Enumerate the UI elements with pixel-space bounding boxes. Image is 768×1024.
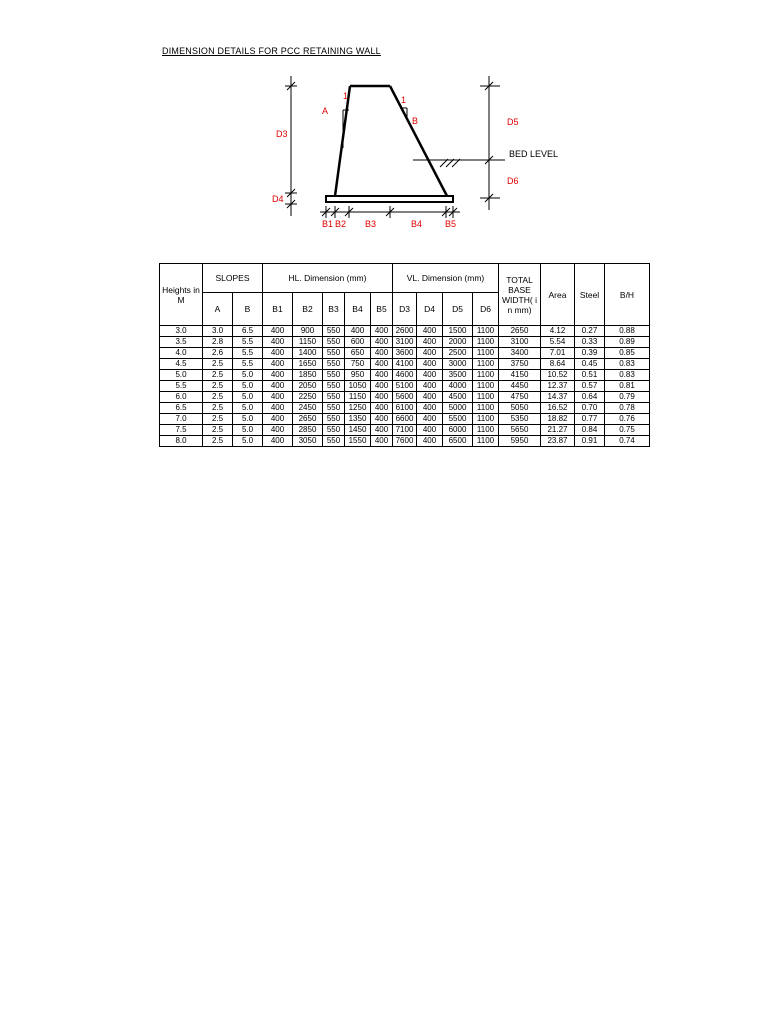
- table-cell: 2.5: [203, 425, 233, 436]
- table-cell: 400: [417, 337, 443, 348]
- table-row: [160, 425, 650, 436]
- table-cell: 1100: [473, 436, 499, 447]
- table-cell: 16.52: [541, 403, 575, 414]
- table-cell: 550: [323, 337, 345, 348]
- subheader-d3: D3: [393, 293, 417, 326]
- table-cell: 5.0: [233, 425, 263, 436]
- table-cell: 4000: [443, 381, 473, 392]
- table-cell: 400: [417, 370, 443, 381]
- table-cell: 1150: [345, 392, 371, 403]
- table-cell: 1650: [293, 359, 323, 370]
- table-cell: 550: [323, 381, 345, 392]
- table-cell: 400: [263, 392, 293, 403]
- table-cell: 400: [417, 359, 443, 370]
- table-cell: 400: [263, 414, 293, 425]
- table-cell: 2600: [393, 326, 417, 337]
- table-cell: 0.88: [605, 326, 650, 337]
- table-cell: 0.57: [575, 381, 605, 392]
- subheader-b5: B5: [371, 293, 393, 326]
- table-cell: 400: [417, 403, 443, 414]
- table-cell: 1400: [293, 348, 323, 359]
- table-cell: 400: [417, 392, 443, 403]
- table-cell: 2650: [293, 414, 323, 425]
- table-row: [160, 326, 650, 337]
- table-cell: 1100: [473, 370, 499, 381]
- table-cell: 1100: [473, 359, 499, 370]
- table-cell: 6100: [393, 403, 417, 414]
- table-cell: 5.5: [233, 337, 263, 348]
- table-cell: 400: [417, 348, 443, 359]
- subheader-d5: D5: [443, 293, 473, 326]
- header-total-base-width: TOTAL BASE WIDTH( i n mm): [499, 264, 541, 326]
- header-hl-dimension: HL. Dimension (mm): [263, 264, 393, 293]
- table-cell: 2450: [293, 403, 323, 414]
- subheader-b3: B3: [323, 293, 345, 326]
- table-cell: 400: [263, 381, 293, 392]
- table-cell: 400: [371, 381, 393, 392]
- table-cell: 2500: [443, 348, 473, 359]
- table-cell: 400: [371, 337, 393, 348]
- table-row: [160, 436, 650, 447]
- table-cell: 7.01: [541, 348, 575, 359]
- table-cell: 5600: [393, 392, 417, 403]
- table-cell: 10.52: [541, 370, 575, 381]
- label-b2: B2: [335, 219, 347, 229]
- table-cell: 5000: [443, 403, 473, 414]
- label-b3: B3: [365, 219, 377, 229]
- table-cell: 400: [371, 414, 393, 425]
- table-cell: 5950: [499, 436, 541, 447]
- subheader-a: A: [203, 293, 233, 326]
- table-row: [160, 392, 650, 403]
- table-cell: 400: [417, 381, 443, 392]
- table-cell: 400: [417, 414, 443, 425]
- table-cell: 400: [371, 403, 393, 414]
- table-cell: 400: [263, 337, 293, 348]
- table-cell: 400: [417, 436, 443, 447]
- header-steel: Steel: [575, 264, 605, 326]
- table-cell: 400: [263, 425, 293, 436]
- table-cell: 0.79: [605, 392, 650, 403]
- table-cell: 3600: [393, 348, 417, 359]
- table-cell: 0.74: [605, 436, 650, 447]
- table-cell: 3500: [443, 370, 473, 381]
- table-cell: 400: [371, 370, 393, 381]
- table-cell: 1550: [345, 436, 371, 447]
- table-cell: 3750: [499, 359, 541, 370]
- table-cell: 400: [417, 326, 443, 337]
- table-cell: 5.54: [541, 337, 575, 348]
- table-cell: 1100: [473, 348, 499, 359]
- subheader-d4: D4: [417, 293, 443, 326]
- table-cell: 2.8: [203, 337, 233, 348]
- table-row: [160, 403, 650, 414]
- table-cell: 900: [293, 326, 323, 337]
- table-cell: 1100: [473, 326, 499, 337]
- table-row: [160, 337, 650, 348]
- table-cell: 2.5: [203, 381, 233, 392]
- table-cell: 550: [323, 414, 345, 425]
- header-vl-dimension: VL. Dimension (mm): [393, 264, 499, 293]
- table-row: [160, 381, 650, 392]
- table-cell: 0.76: [605, 414, 650, 425]
- table-cell: 550: [323, 370, 345, 381]
- table-cell: 0.75: [605, 425, 650, 436]
- label-d6: D6: [507, 176, 519, 186]
- table-cell: 5.0: [233, 370, 263, 381]
- table-cell: 0.84: [575, 425, 605, 436]
- table-cell: 400: [371, 359, 393, 370]
- table-cell: 5350: [499, 414, 541, 425]
- left-dimension-line: [285, 76, 297, 216]
- label-b5: B5: [445, 219, 457, 229]
- table-cell: 400: [263, 359, 293, 370]
- table-row: [160, 414, 650, 425]
- subheader-b1: B1: [263, 293, 293, 326]
- label-b: B: [412, 116, 419, 126]
- table-cell: 400: [371, 436, 393, 447]
- table-cell: 1250: [345, 403, 371, 414]
- right-dimension-line: [480, 76, 500, 210]
- header-bh: B/H: [605, 264, 650, 326]
- base-dimension-line: [320, 206, 460, 218]
- table-cell: 1100: [473, 403, 499, 414]
- table-cell: 5100: [393, 381, 417, 392]
- table-cell: 0.51: [575, 370, 605, 381]
- table-cell: 1100: [473, 425, 499, 436]
- table-cell: 6600: [393, 414, 417, 425]
- table-row: [160, 359, 650, 370]
- table-cell: 5.0: [233, 436, 263, 447]
- table-cell: 1100: [473, 392, 499, 403]
- table-cell: 1450: [345, 425, 371, 436]
- table-cell: 3.0: [160, 326, 203, 337]
- table-body: [160, 326, 650, 447]
- table-cell: 5.5: [233, 348, 263, 359]
- table-cell: 2250: [293, 392, 323, 403]
- table-cell: 5.0: [160, 370, 203, 381]
- table-cell: 0.33: [575, 337, 605, 348]
- table-cell: 7.0: [160, 414, 203, 425]
- table-cell: 950: [345, 370, 371, 381]
- table-cell: 1150: [293, 337, 323, 348]
- table-cell: 550: [323, 392, 345, 403]
- table-cell: 0.91: [575, 436, 605, 447]
- table-cell: 4500: [443, 392, 473, 403]
- table-cell: 400: [263, 370, 293, 381]
- label-b1: B1: [322, 219, 334, 229]
- table-row: [160, 370, 650, 381]
- table-cell: 6500: [443, 436, 473, 447]
- table-cell: 0.70: [575, 403, 605, 414]
- table-cell: 2.5: [203, 370, 233, 381]
- label-slope-left: 1: [343, 91, 349, 101]
- table-cell: 8.0: [160, 436, 203, 447]
- table-cell: 6.5: [160, 403, 203, 414]
- subheader-d6: D6: [473, 293, 499, 326]
- table-cell: 3400: [499, 348, 541, 359]
- table-cell: 0.78: [605, 403, 650, 414]
- table-cell: 3.5: [160, 337, 203, 348]
- subheader-b2: B2: [293, 293, 323, 326]
- table-cell: 0.85: [605, 348, 650, 359]
- table-cell: 2050: [293, 381, 323, 392]
- table-cell: 2.5: [203, 436, 233, 447]
- table-cell: 750: [345, 359, 371, 370]
- table-cell: 2.5: [203, 392, 233, 403]
- dimension-table: [159, 263, 650, 447]
- table-cell: 2650: [499, 326, 541, 337]
- table-cell: 5.0: [233, 403, 263, 414]
- table-cell: 3.0: [203, 326, 233, 337]
- table-cell: 0.83: [605, 359, 650, 370]
- table-cell: 5.0: [233, 414, 263, 425]
- subheader-b: B: [233, 293, 263, 326]
- header-slopes: SLOPES: [203, 264, 263, 293]
- table-cell: 4150: [499, 370, 541, 381]
- table-cell: 23.87: [541, 436, 575, 447]
- table-cell: 2.5: [203, 403, 233, 414]
- table-cell: 550: [323, 326, 345, 337]
- table-cell: 5.5: [233, 359, 263, 370]
- table-cell: 3050: [293, 436, 323, 447]
- table-cell: 400: [371, 425, 393, 436]
- retaining-wall-diagram: [260, 70, 559, 235]
- table-cell: 400: [263, 326, 293, 337]
- header-heights: Heights in M: [160, 264, 203, 326]
- label-d3: D3: [276, 129, 288, 139]
- table-cell: 5500: [443, 414, 473, 425]
- table-cell: 6.5: [233, 326, 263, 337]
- table-cell: 550: [323, 425, 345, 436]
- table-row: [160, 348, 650, 359]
- document-title: DIMENSION DETAILS FOR PCC RETAINING WALL: [162, 46, 381, 56]
- table-cell: 12.37: [541, 381, 575, 392]
- table-cell: 1350: [345, 414, 371, 425]
- table-cell: 3100: [499, 337, 541, 348]
- label-d4: D4: [272, 194, 284, 204]
- table-cell: 550: [323, 436, 345, 447]
- table-cell: 4100: [393, 359, 417, 370]
- table-cell: 6.0: [160, 392, 203, 403]
- table-cell: 0.81: [605, 381, 650, 392]
- table-cell: 550: [323, 348, 345, 359]
- table-cell: 0.64: [575, 392, 605, 403]
- subheader-b4: B4: [345, 293, 371, 326]
- table-cell: 2.5: [203, 359, 233, 370]
- table-cell: 5050: [499, 403, 541, 414]
- table-cell: 2.6: [203, 348, 233, 359]
- table-cell: 4750: [499, 392, 541, 403]
- table-cell: 0.89: [605, 337, 650, 348]
- table-cell: 550: [323, 359, 345, 370]
- table-cell: 400: [263, 348, 293, 359]
- table-cell: 400: [263, 436, 293, 447]
- table-cell: 5.0: [233, 381, 263, 392]
- table-cell: 2000: [443, 337, 473, 348]
- table-cell: 600: [345, 337, 371, 348]
- table-cell: 0.27: [575, 326, 605, 337]
- table-cell: 2850: [293, 425, 323, 436]
- table-cell: 4.12: [541, 326, 575, 337]
- table-cell: 0.39: [575, 348, 605, 359]
- table-cell: 1850: [293, 370, 323, 381]
- label-slope-right: 1: [401, 95, 407, 105]
- table-cell: 1050: [345, 381, 371, 392]
- table-cell: 8.64: [541, 359, 575, 370]
- table-cell: 1100: [473, 337, 499, 348]
- table-cell: 7.5: [160, 425, 203, 436]
- table-cell: 21.27: [541, 425, 575, 436]
- table-cell: 1100: [473, 381, 499, 392]
- table-cell: 550: [323, 403, 345, 414]
- table-cell: 0.77: [575, 414, 605, 425]
- table-cell: 7100: [393, 425, 417, 436]
- label-bed-level: BED LEVEL: [509, 149, 559, 159]
- table-cell: 400: [371, 326, 393, 337]
- table-cell: 400: [371, 348, 393, 359]
- table-cell: 400: [417, 425, 443, 436]
- table-cell: 2.5: [203, 414, 233, 425]
- label-b4: B4: [411, 219, 423, 229]
- table-cell: 3100: [393, 337, 417, 348]
- table-cell: 400: [263, 403, 293, 414]
- table-cell: 3000: [443, 359, 473, 370]
- header-area: Area: [541, 264, 575, 326]
- table-cell: 14.37: [541, 392, 575, 403]
- table-cell: 5650: [499, 425, 541, 436]
- table-cell: 6000: [443, 425, 473, 436]
- table-cell: 7600: [393, 436, 417, 447]
- table-cell: 5.5: [160, 381, 203, 392]
- table-cell: 4600: [393, 370, 417, 381]
- wall-outline: [326, 86, 453, 202]
- table-cell: 0.83: [605, 370, 650, 381]
- table-cell: 1100: [473, 414, 499, 425]
- table-cell: 400: [345, 326, 371, 337]
- table-cell: 4450: [499, 381, 541, 392]
- table-cell: 5.0: [233, 392, 263, 403]
- table-cell: 4.5: [160, 359, 203, 370]
- table-cell: 1500: [443, 326, 473, 337]
- table-cell: 0.45: [575, 359, 605, 370]
- label-a: A: [322, 106, 329, 116]
- table-cell: 650: [345, 348, 371, 359]
- table-cell: 4.0: [160, 348, 203, 359]
- table-cell: 400: [371, 392, 393, 403]
- table-cell: 18.82: [541, 414, 575, 425]
- label-d5: D5: [507, 117, 519, 127]
